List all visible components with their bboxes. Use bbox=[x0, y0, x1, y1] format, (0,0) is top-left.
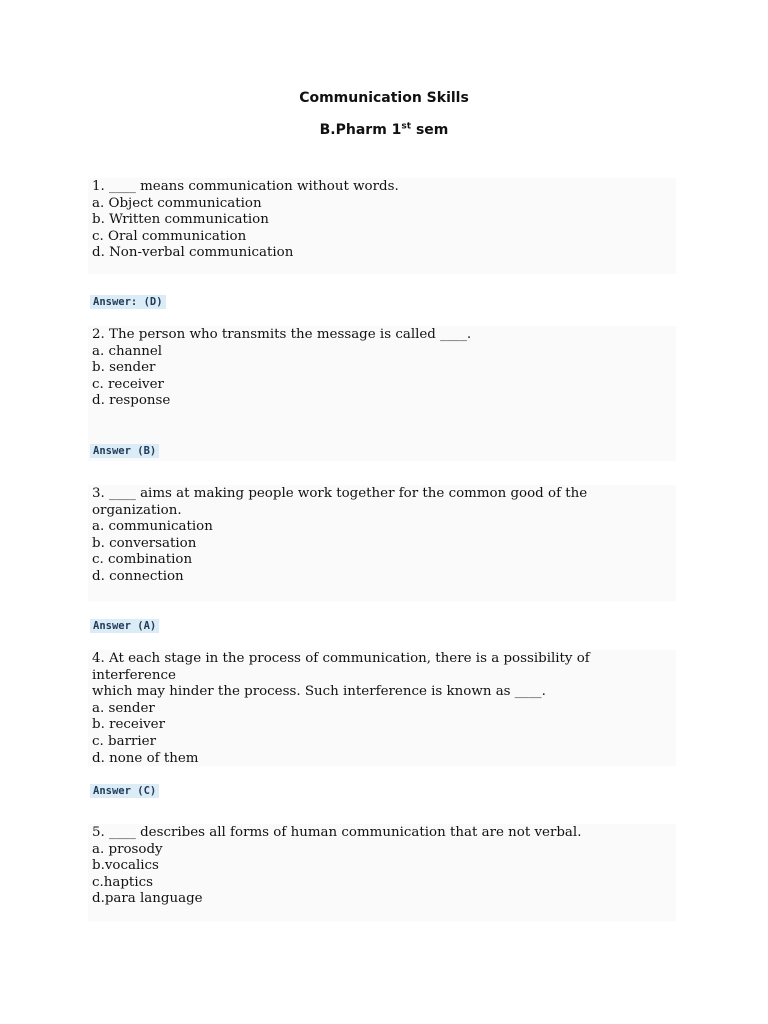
question-block-5 bbox=[88, 824, 676, 921]
document-subtitle bbox=[0, 122, 768, 138]
option-c: c.haptics bbox=[92, 874, 153, 890]
answer-label-3: Answer (A) bbox=[90, 619, 159, 633]
option-b: b. conversation bbox=[92, 535, 197, 551]
option-b: b.vocalics bbox=[92, 858, 159, 874]
question-text-line-2: which may hinder the process. Such interference is known as ____. bbox=[92, 684, 546, 700]
option-d: d. response bbox=[92, 393, 171, 409]
option-d: d. connection bbox=[92, 568, 184, 584]
option-d: d.para language bbox=[92, 891, 203, 907]
question-text: 1. ____ means communication without words. bbox=[92, 179, 399, 194]
document-title: Communication Skills bbox=[299, 90, 469, 106]
question-block-4 bbox=[88, 650, 676, 766]
answer-label-4: Answer (C) bbox=[90, 784, 159, 798]
question-block-2 bbox=[88, 326, 676, 461]
option-a: a. Object communication bbox=[92, 195, 262, 211]
option-a: a. prosody bbox=[92, 841, 163, 857]
option-c: c. barrier bbox=[92, 733, 156, 749]
subtitle-semester: sem bbox=[411, 122, 449, 138]
question-text-line-2: organization. bbox=[92, 502, 182, 518]
subtitle-course: B.Pharm 1 bbox=[319, 122, 402, 138]
option-b: b. receiver bbox=[92, 717, 166, 733]
question-text: 5. ____ describes all forms of human communication that are not verbal. bbox=[92, 825, 582, 840]
option-d: d. Non-verbal communication bbox=[92, 245, 294, 261]
question-block-3 bbox=[88, 485, 676, 601]
option-a: a. communication bbox=[92, 519, 213, 535]
option-a: a. sender bbox=[92, 700, 155, 716]
question-text: 2. The person who transmits the message is called ____. bbox=[92, 327, 472, 342]
answer-label-2: Answer (B) bbox=[90, 444, 159, 458]
option-c: c. Oral communication bbox=[92, 228, 247, 244]
question-text-line-1: 3. ____ aims at making people work together for the common good of the bbox=[92, 486, 588, 501]
option-d: d. none of them bbox=[92, 750, 199, 766]
option-b: b. sender bbox=[92, 360, 156, 376]
answer-label-1: Answer: (D) bbox=[90, 295, 166, 309]
subtitle-ordinal-suffix: st bbox=[401, 121, 412, 132]
option-a: a. channel bbox=[92, 343, 163, 359]
option-c: c. receiver bbox=[92, 376, 164, 392]
question-block-1 bbox=[88, 178, 676, 274]
question-text-line-1: 4. At each stage in the process of communication, there is a possibility of interference bbox=[92, 651, 595, 683]
option-b: b. Written communication bbox=[92, 212, 269, 228]
option-c: c. combination bbox=[92, 552, 193, 568]
